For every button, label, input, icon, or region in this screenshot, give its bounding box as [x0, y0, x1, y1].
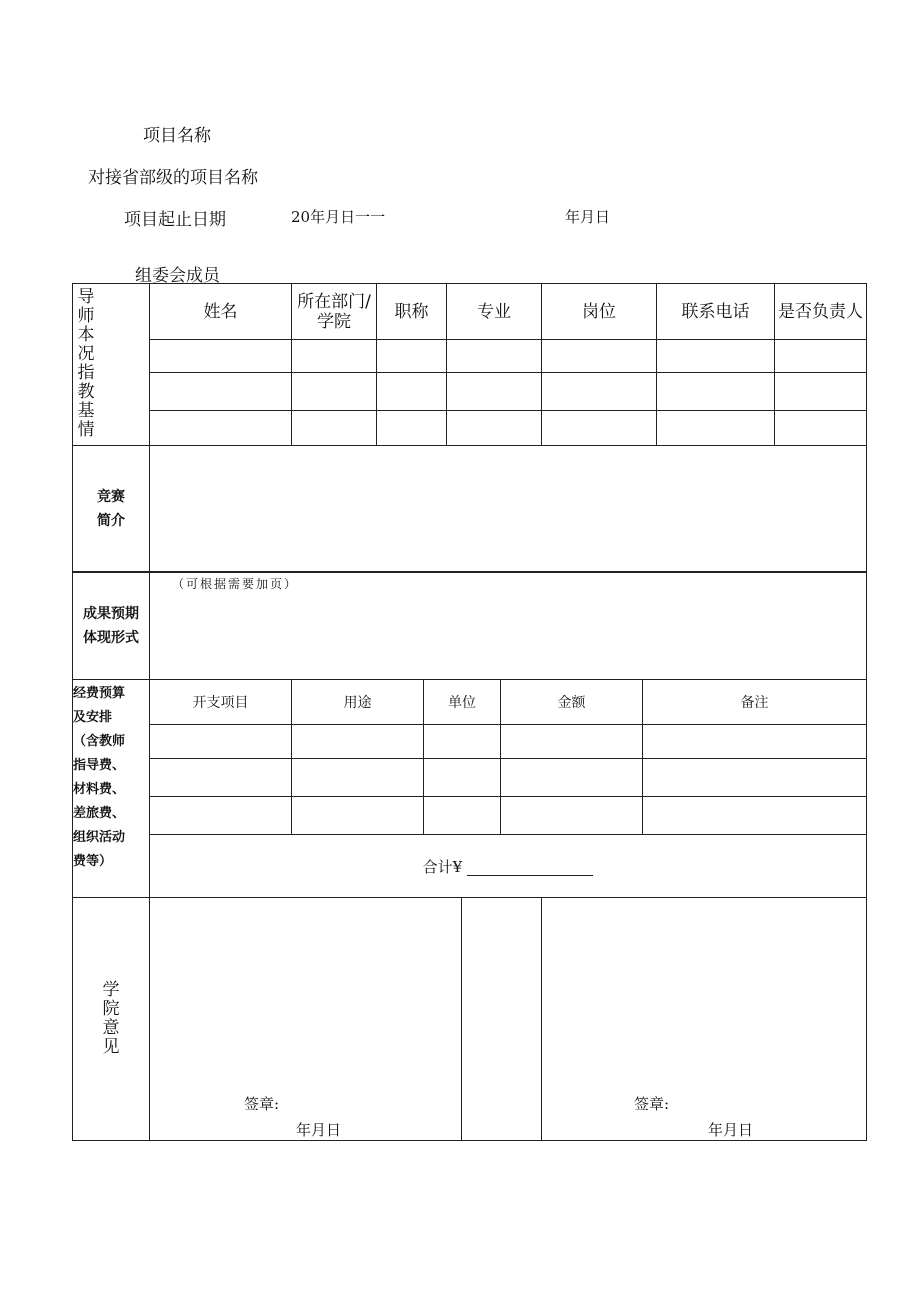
tutor-cell[interactable] — [377, 340, 447, 373]
budget-cell[interactable] — [501, 725, 643, 759]
tutor-cell[interactable] — [775, 411, 867, 446]
col-expense-item-header: 开支项目 — [150, 680, 292, 725]
tutor-cell[interactable] — [447, 411, 542, 446]
col-name-header: 姓名 — [150, 284, 292, 340]
tutor-cell[interactable] — [657, 411, 775, 446]
outcome-label: 成果预期 体现形式 — [73, 572, 150, 680]
budget-total-label: 合计¥ — [422, 857, 463, 876]
budget-cell[interactable] — [501, 797, 643, 835]
col-phone-header: 联系电话 — [657, 284, 775, 340]
budget-row — [73, 725, 867, 759]
budget-cell[interactable] — [501, 759, 643, 797]
col-unit-header: 单位 — [424, 680, 501, 725]
project-name-label: 项目名称 — [143, 126, 211, 146]
outcome-table — [72, 571, 867, 680]
budget-cell[interactable] — [292, 725, 424, 759]
budget-cell[interactable] — [150, 725, 292, 759]
date-end: 年月日 — [565, 208, 611, 226]
tutor-row — [73, 411, 867, 446]
tutor-cell[interactable] — [657, 340, 775, 373]
budget-cell[interactable] — [292, 797, 424, 835]
budget-cell[interactable] — [424, 797, 501, 835]
col-position-header: 岗位 — [542, 284, 657, 340]
tutor-cell[interactable] — [542, 340, 657, 373]
college-opinion-table — [72, 897, 867, 1141]
tutor-cell[interactable] — [447, 373, 542, 411]
tutor-cell[interactable] — [542, 373, 657, 411]
college-opinion-label: 学院意见 — [73, 898, 150, 1141]
tutor-cell[interactable] — [292, 373, 377, 411]
committee-label: 组委会成员 — [135, 266, 220, 286]
tutor-cell[interactable] — [150, 340, 292, 373]
competition-label: 竞赛 简介 — [73, 446, 150, 573]
col-department-header: 所在部门/学院 — [292, 284, 377, 340]
date-start: 20年月日一一 — [291, 208, 386, 226]
tutor-cell[interactable] — [657, 373, 775, 411]
competition-content[interactable] — [150, 446, 867, 573]
budget-cell[interactable] — [150, 797, 292, 835]
tutor-cell[interactable] — [377, 373, 447, 411]
college-opinion-middle[interactable] — [462, 898, 542, 1141]
outcome-content[interactable] — [150, 572, 867, 680]
budget-cell[interactable] — [643, 797, 867, 835]
tutor-cell[interactable] — [292, 411, 377, 446]
col-major-header: 专业 — [447, 284, 542, 340]
tutor-cell[interactable] — [150, 373, 292, 411]
tutor-cell[interactable] — [775, 340, 867, 373]
col-title-header: 职称 — [377, 284, 447, 340]
left-signature-label: 签章: — [244, 1095, 280, 1113]
date-label: 项目起止日期 — [124, 210, 226, 230]
col-amount-header: 金额 — [501, 680, 643, 725]
budget-total-field[interactable] — [467, 859, 593, 876]
tutor-table — [72, 283, 867, 446]
outcome-note: （可根据需要加页） — [172, 577, 299, 591]
budget-row — [73, 759, 867, 797]
tutor-cell[interactable] — [150, 411, 292, 446]
college-opinion-right[interactable] — [542, 898, 867, 1141]
tutor-side-label: 导师本况指教基情 — [73, 284, 150, 446]
col-leader-header: 是否负责人 — [775, 284, 867, 340]
tutor-cell[interactable] — [542, 411, 657, 446]
budget-table — [72, 679, 867, 898]
col-purpose-header: 用途 — [292, 680, 424, 725]
budget-row — [73, 797, 867, 835]
budget-total-cell — [150, 835, 867, 898]
college-opinion-left[interactable] — [150, 898, 462, 1141]
budget-cell[interactable] — [643, 759, 867, 797]
budget-cell[interactable] — [643, 725, 867, 759]
budget-cell[interactable] — [150, 759, 292, 797]
budget-cell[interactable] — [424, 725, 501, 759]
tutor-cell[interactable] — [377, 411, 447, 446]
col-remarks-header: 备注 — [643, 680, 867, 725]
left-date-label: 年月日 — [296, 1121, 342, 1139]
right-date-label: 年月日 — [708, 1121, 754, 1139]
provincial-project-label: 对接省部级的项目名称 — [88, 168, 258, 188]
budget-cell[interactable] — [292, 759, 424, 797]
competition-table — [72, 445, 867, 573]
tutor-row — [73, 340, 867, 373]
tutor-cell[interactable] — [292, 340, 377, 373]
tutor-row — [73, 373, 867, 411]
budget-cell[interactable] — [424, 759, 501, 797]
tutor-cell[interactable] — [447, 340, 542, 373]
tutor-cell[interactable] — [775, 373, 867, 411]
budget-label: 经费预算 及安排 （含教师 指导费、 材料费、 差旅费、 组织活动 费等） — [73, 680, 150, 898]
right-signature-label: 签章: — [634, 1095, 670, 1113]
